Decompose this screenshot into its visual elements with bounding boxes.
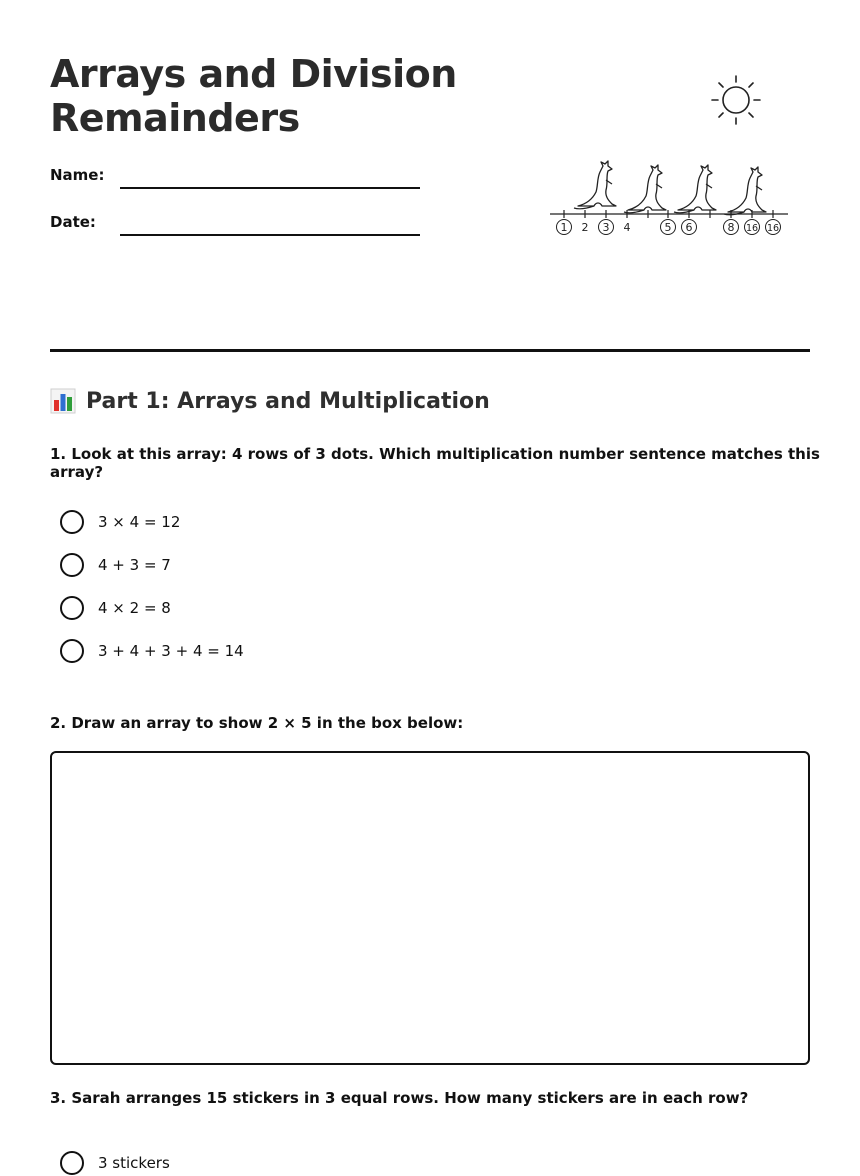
- part1-heading-text: Part 1: Arrays and Multiplication: [86, 388, 490, 414]
- option-text: 3 + 4 + 3 + 4 = 14: [98, 642, 244, 660]
- question-1-option-d[interactable]: [60, 638, 244, 664]
- number-label: 6: [685, 221, 693, 234]
- radio-button[interactable]: [60, 553, 84, 577]
- number-label: 16: [745, 223, 759, 234]
- number-label: 4: [623, 221, 631, 234]
- question-1-option-c[interactable]: [60, 595, 171, 621]
- number-label: 2: [581, 221, 589, 234]
- number-label: 1: [560, 221, 568, 234]
- question-1-option-a[interactable]: [60, 509, 180, 535]
- number-label: 8: [727, 221, 735, 234]
- option-text: 3 stickers: [98, 1154, 170, 1172]
- option-text: 4 × 2 = 8: [98, 599, 171, 617]
- name-label: Name:: [50, 166, 105, 184]
- kangaroo-icon: [574, 161, 616, 209]
- kangaroo-icon: [624, 165, 666, 213]
- question-2: 2. Draw an array to show 2 × 5 in the box below:: [50, 714, 464, 732]
- name-line[interactable]: [120, 187, 420, 189]
- sun-icon: [708, 72, 764, 128]
- date-line[interactable]: [120, 234, 420, 236]
- option-text: 4 + 3 = 7: [98, 556, 171, 574]
- number-label: 3: [602, 221, 610, 234]
- radio-button[interactable]: [60, 510, 84, 534]
- question-1: 1. Look at this array: 4 rows of 3 dots. Which multiplication number sentence matches this array?: [50, 445, 820, 481]
- number-label: 5: [664, 221, 672, 234]
- number-label: 16: [766, 223, 780, 234]
- radio-button[interactable]: [60, 1151, 84, 1175]
- date-label: Date:: [50, 213, 96, 231]
- kangaroo-number-line: [546, 152, 791, 240]
- kangaroo-icon: [724, 167, 766, 215]
- drawing-box[interactable]: [50, 751, 810, 1065]
- section-divider: [50, 349, 810, 352]
- question-1-option-b[interactable]: [60, 552, 171, 578]
- radio-button[interactable]: [60, 596, 84, 620]
- kangaroo-icon: [674, 165, 716, 213]
- option-text: 3 × 4 = 12: [98, 513, 181, 531]
- bar-chart-icon: [50, 388, 76, 414]
- question-3-option-a[interactable]: [60, 1150, 170, 1176]
- radio-button[interactable]: [60, 639, 84, 663]
- part1-heading: [50, 388, 490, 414]
- worksheet-title: Arrays and Division Remainders: [50, 52, 457, 140]
- question-3: 3. Sarah arranges 15 stickers in 3 equal rows. How many stickers are in each row?: [50, 1089, 749, 1107]
